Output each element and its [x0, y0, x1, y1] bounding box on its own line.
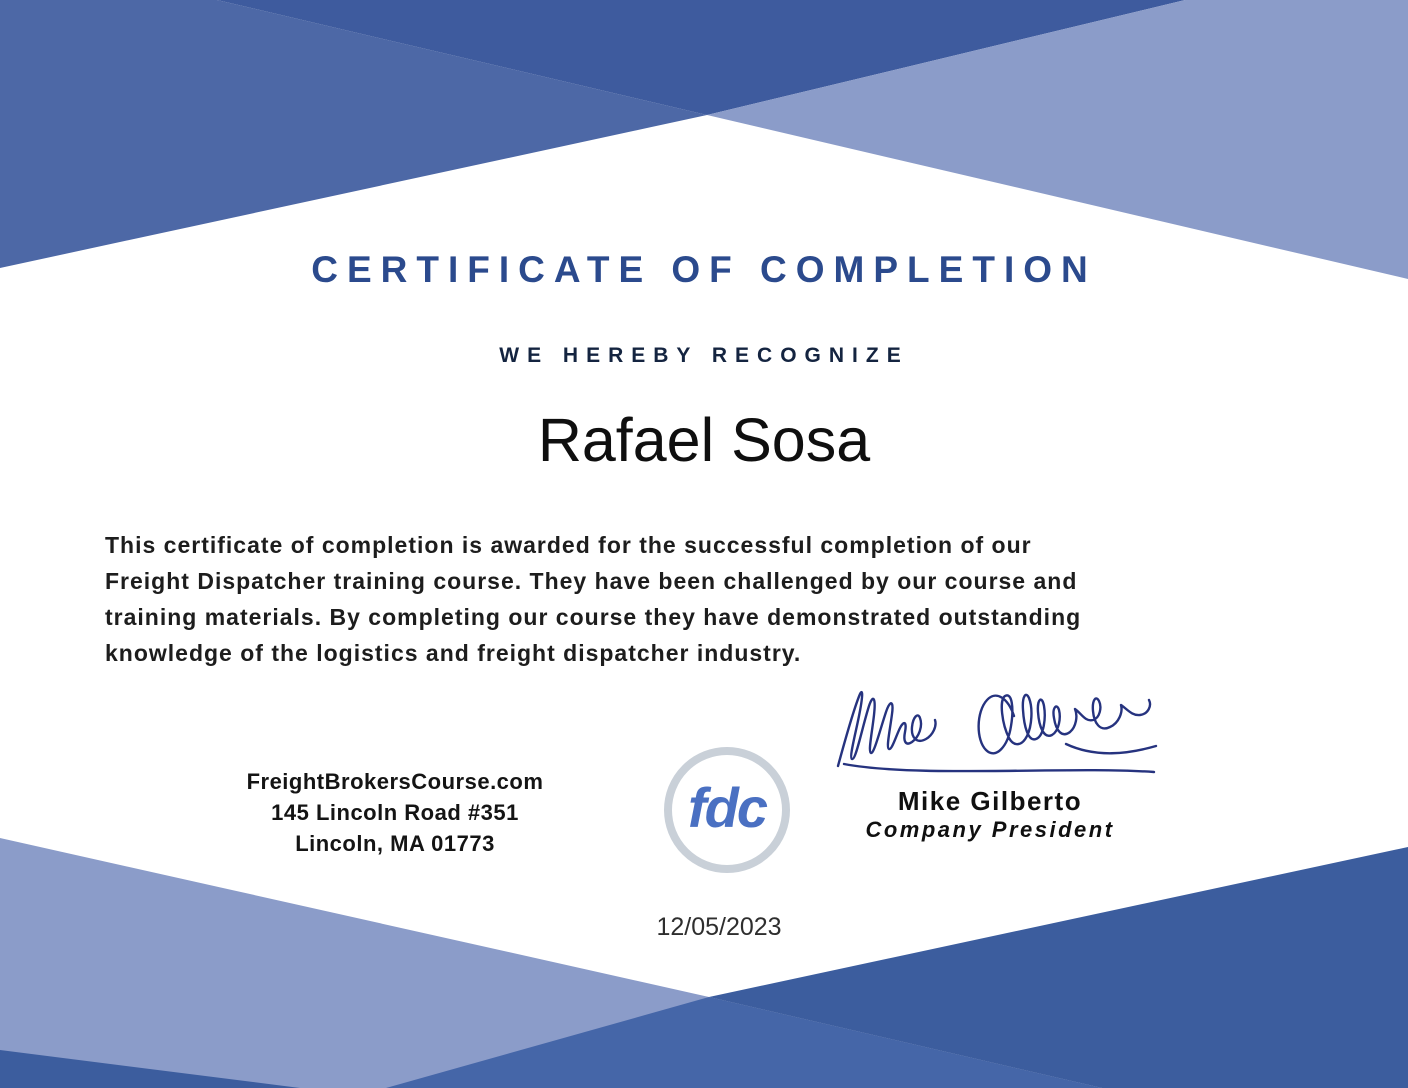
certificate-subtitle: WE HEREBY RECOGNIZE	[499, 344, 909, 367]
fdc-logo-text: fdc	[688, 775, 766, 839]
issuer-website: FreightBrokersCourse.com	[246, 769, 544, 794]
issuer-address-line2: Lincoln, MA 01773	[295, 831, 495, 856]
signature-handwriting	[828, 682, 1158, 792]
fdc-logo	[664, 747, 790, 873]
signer-name: Mike Gilberto	[897, 786, 1083, 816]
completion-date: 12/05/2023	[656, 913, 782, 941]
signature-stroke-first-name	[838, 692, 936, 766]
body-line: knowledge of the logistics and freight dispatcher industry.	[105, 640, 802, 666]
signature-stroke-tail	[1066, 744, 1156, 753]
issuer-address-block	[175, 766, 615, 859]
body-line: This certificate of completion is awarded for the successful completion of our	[105, 532, 1032, 558]
issuer-address-line1: 145 Lincoln Road #351	[271, 800, 519, 825]
signature-stroke-last-name	[979, 695, 1150, 753]
signer-title: Company President	[865, 817, 1115, 842]
signature-stroke-underline	[844, 764, 1154, 772]
recipient-name: Rafael Sosa	[537, 406, 871, 474]
body-line: Freight Dispatcher training course. They have been challenged by our course and	[105, 568, 1078, 594]
certificate-body	[105, 527, 1355, 671]
body-line: training materials. By completing our course they have demonstrated outstanding	[105, 604, 1082, 630]
certificate-title: CERTIFICATE OF COMPLETION	[311, 249, 1097, 290]
